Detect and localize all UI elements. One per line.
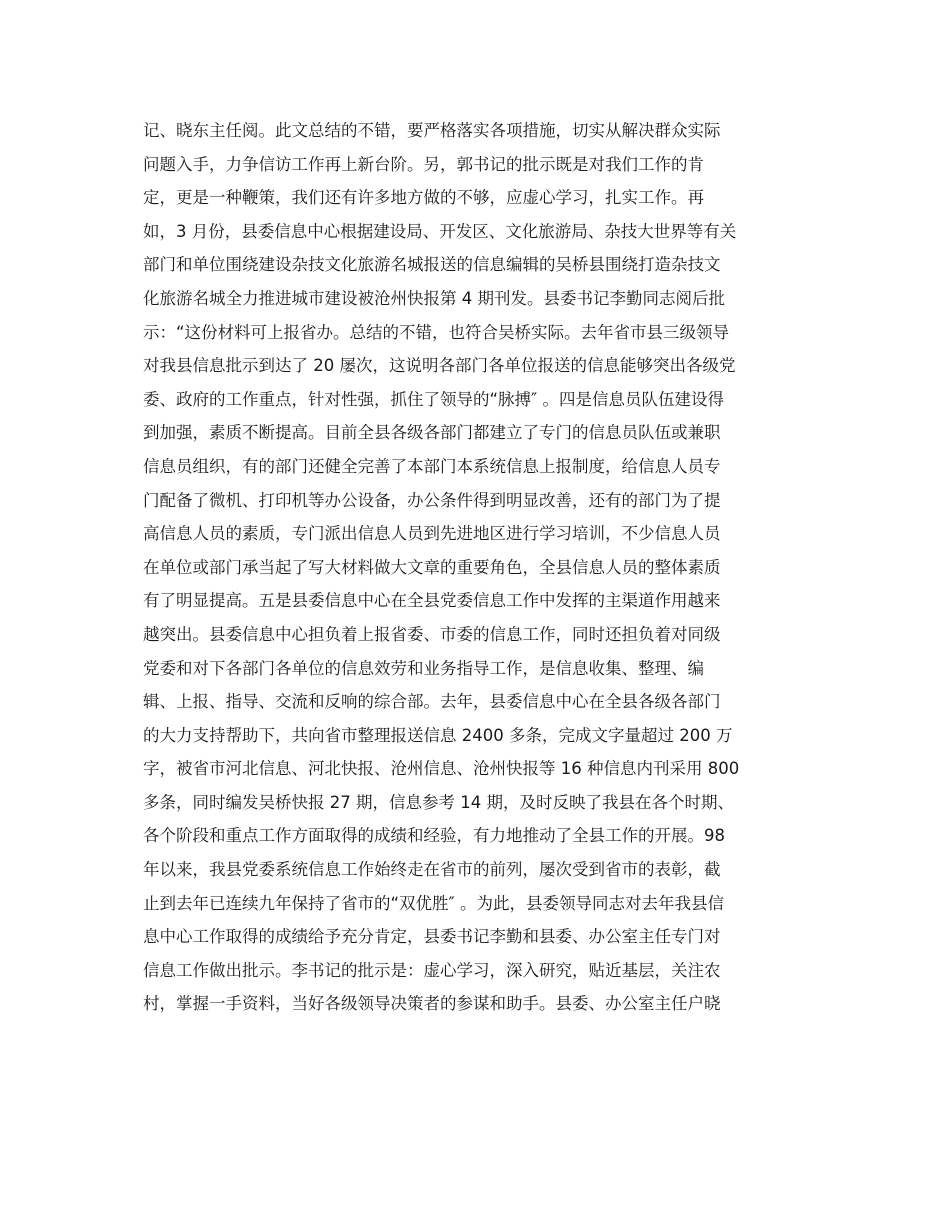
text-line-3: 定，更是一种鞭策，我们还有许多地方做的不够，应虚心学习，扎实工作。再 bbox=[143, 188, 704, 208]
text-line-18: 辑、上报、指导、交流和反响的综合部。去年，县委信息中心在全县各级各部门 bbox=[143, 692, 721, 712]
text-line-24: 止到去年已连续九年保持了省市的“双优胜″ 。为此，县委领导同志对去年我县信 bbox=[143, 893, 724, 913]
text-line-25: 息中心工作取得的成绩给予充分肯定，县委书记李勤和县委、办公室主任专门对 bbox=[143, 927, 721, 947]
text-line-19: 的大力支持帮助下，共向省市整理报送信息 2400 多条，完成文字量超过 200 万 bbox=[143, 725, 733, 745]
text-line-7: 示：“这份材料可上报省办。总结的不错，也符合吴桥实际。去年省市县三级领导 bbox=[143, 322, 730, 342]
text-line-20: 字，被省市河北信息、河北快报、沧州信息、沧州快报等 16 种信息内刊采用 800 bbox=[143, 759, 740, 779]
text-line-12: 门配备了微机、打印机等办公设备，办公条件得到明显改善，还有的部门为了提 bbox=[143, 490, 721, 510]
text-line-4: 如，3 月份，县委信息中心根据建设局、开发区、文化旅游局、杂技大世界等有关 bbox=[143, 221, 737, 241]
text-line-6: 化旅游名城全力推进城市建设被沧州快报第 4 期刊发。县委书记李勤同志阅后批 bbox=[143, 288, 725, 308]
text-line-10: 到加强，素质不断提高。目前全县各级各部门都建立了专门的信息员队伍或兼职 bbox=[143, 423, 721, 443]
text-line-17: 党委和对下各部门各单位的信息效劳和业务指导工作，是信息收集、整理、编 bbox=[143, 658, 704, 678]
text-line-21: 多条，同时编发吴桥快报 27 期，信息参考 14 期，及时反映了我县在各个时期、 bbox=[143, 792, 734, 812]
text-line-23: 年以来，我县党委系统信息工作始终走在省市的前列，屡次受到省市的表彰，截 bbox=[143, 860, 721, 880]
text-line-13: 高信息人员的素质，专门派出信息人员到先进地区进行学习培训，不少信息人员 bbox=[143, 524, 721, 544]
text-line-14: 在单位或部门承当起了写大材料做大文章的重要角色，全县信息人员的整体素质 bbox=[143, 557, 721, 577]
text-line-2: 问题入手，力争信访工作再上新台阶。另，郭书记的批示既是对我们工作的肯 bbox=[143, 154, 704, 174]
text-line-27: 村，掌握一手资料，当好各级领导决策者的参谋和助手。县委、办公室主任户晓 bbox=[143, 994, 721, 1014]
text-line-9: 委、政府的工作重点，针对性强，抓住了领导的“脉搏″ 。四是信息员队伍建设得 bbox=[143, 389, 724, 409]
text-line-15: 有了明显提高。五是县委信息中心在全县党委信息工作中发挥的主渠道作用越来 bbox=[143, 591, 721, 611]
text-line-26: 信息工作做出批示。李书记的批示是：虚心学习，深入研究，贴近基层，关注农 bbox=[143, 960, 721, 980]
text-line-11: 信息员组织，有的部门还健全完善了本部门本系统信息上报制度，给信息人员专 bbox=[143, 456, 721, 476]
text-line-1: 记、晓东主任阅。此文总结的不错，要严格落实各项措施，切实从解决群众实际 bbox=[143, 121, 721, 140]
body-text bbox=[143, 114, 813, 1021]
text-line-5: 部门和单位围绕建设杂技文化旅游名城报送的信息编辑的吴桥县围绕打造杂技文 bbox=[143, 255, 721, 275]
text-line-22: 各个阶段和重点工作方面取得的成绩和经验，有力地推动了全县工作的开展。98 bbox=[143, 826, 725, 846]
text-line-16: 越突出。县委信息中心担负着上报省委、市委的信息工作，同时还担负着对同级 bbox=[143, 624, 721, 644]
text-line-8: 对我县信息批示到达了 20 屡次，这说明各部门各单位报送的信息能够突出各级党 bbox=[143, 356, 736, 376]
